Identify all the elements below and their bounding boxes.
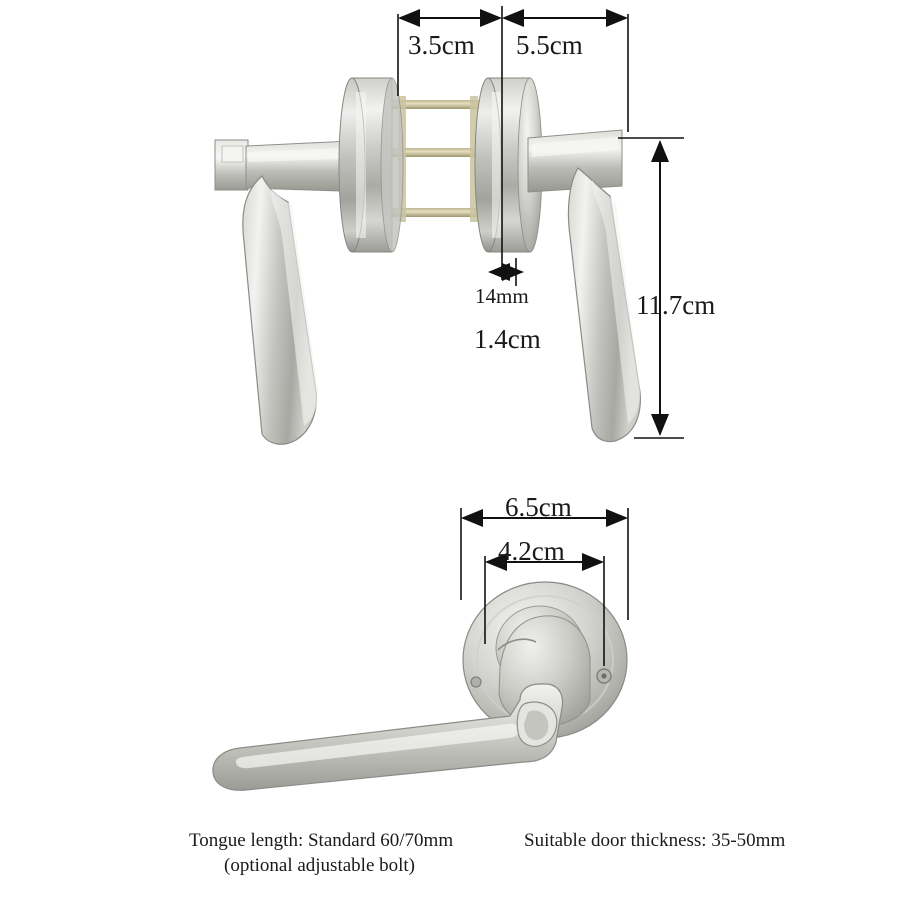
note-tongue-length-line2: (optional adjustable bolt) xyxy=(224,855,416,876)
dim-label-11-7cm: 11.7cm xyxy=(636,290,716,320)
dim-label-1-4cm: 1.4cm xyxy=(474,324,541,354)
dim-label-14mm: 14mm xyxy=(475,284,529,308)
note-door-thickness: Suitable door thickness: 35-50mm xyxy=(524,830,786,851)
front-view-dimensions xyxy=(398,6,684,438)
note-tongue-length-line1: Tongue length: Standard 60/70mm xyxy=(189,830,454,851)
dim-label-4-2cm: 4.2cm xyxy=(498,536,565,566)
dim-label-5-5cm: 5.5cm xyxy=(516,30,583,60)
dim-label-3-5cm: 3.5cm xyxy=(408,30,475,60)
product-top-view xyxy=(213,582,627,790)
product-front-view xyxy=(215,78,640,444)
dim-label-6-5cm: 6.5cm xyxy=(505,492,572,522)
